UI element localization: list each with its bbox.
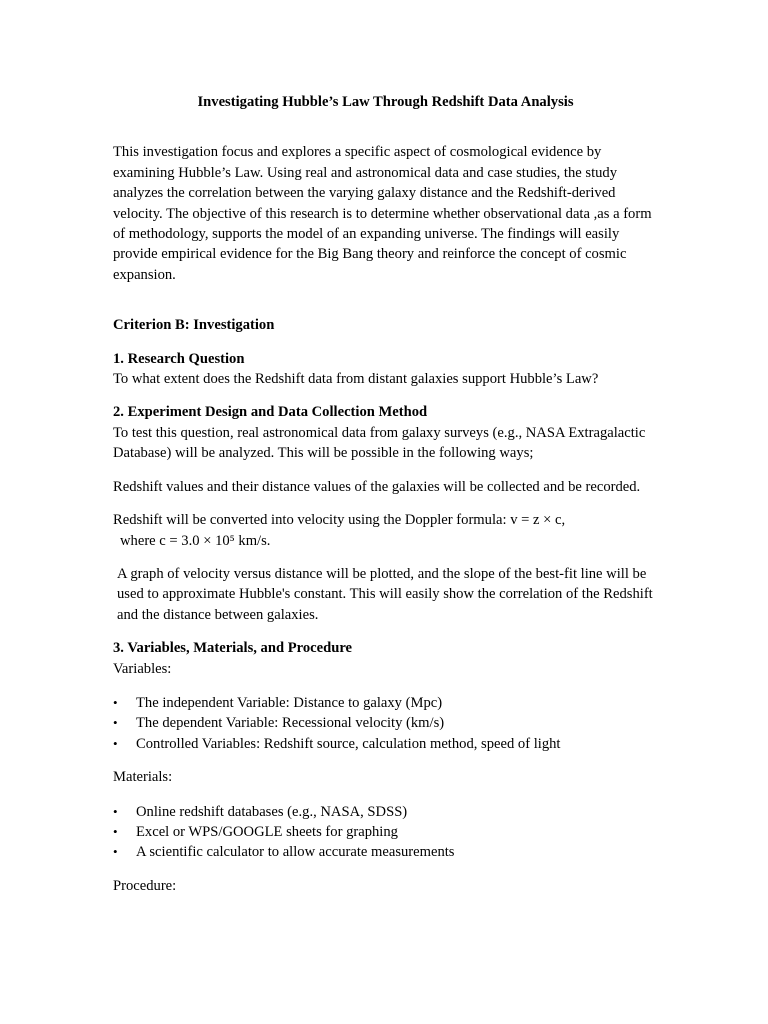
material-item-databases: Online redshift databases (e.g., NASA, SDSS)	[136, 803, 408, 820]
research-question-heading: 1. Research Question	[113, 350, 245, 367]
bullet-icon: •	[113, 844, 118, 860]
material-item-calculator: A scientific calculator to allow accurate measurements	[136, 844, 455, 861]
bullet-icon: •	[113, 803, 118, 819]
bullet-icon: •	[113, 823, 118, 839]
list-item	[113, 842, 658, 862]
materials-list	[113, 802, 658, 863]
materials-label: Materials:	[113, 769, 173, 786]
experiment-design-heading: 2. Experiment Design and Data Collection Method	[113, 404, 428, 421]
variable-item-dependent: The dependent Variable: Recessional velocity (km/s)	[136, 715, 445, 732]
bullet-icon: •	[113, 694, 118, 710]
procedure-label: Procedure:	[113, 877, 177, 894]
graph-paragraph: A graph of velocity versus distance will be plotted, and the slope of the best-fit line will be used to approximate Hubble's constant. This will easily show the correlation of the Redshift and the distance between galaxies.	[117, 565, 653, 623]
criterion-heading: Criterion B: Investigation	[113, 317, 275, 334]
list-item	[113, 693, 658, 713]
variables-list	[113, 693, 658, 754]
experiment-design-section	[113, 402, 658, 463]
document-title: Investigating Hubble’s Law Through Redshift Data Analysis	[197, 94, 574, 110]
doppler-formula-paragraph	[113, 510, 658, 551]
variables-section	[113, 638, 658, 896]
experiment-design-text: To test this question, real astronomical data from galaxy surveys (e.g., NASA Extragalactic Database) will be analyzed. This will be possible in the following ways;	[113, 424, 646, 462]
variable-item-controlled: Controlled Variables: Redshift source, calculation method, speed of light	[136, 735, 561, 752]
variable-item-independent: The independent Variable: Distance to galaxy (Mpc)	[136, 694, 443, 711]
variables-label: Variables:	[113, 660, 172, 677]
bullet-icon: •	[113, 735, 118, 751]
list-item	[113, 713, 658, 733]
research-question-text: To what extent does the Redshift data from distant galaxies support Hubble’s Law?	[113, 371, 599, 388]
speed-of-light-line: where c = 3.0 × 10⁵ km/s.	[120, 532, 271, 549]
document-page	[113, 92, 658, 896]
list-item	[113, 734, 658, 754]
list-item	[113, 802, 658, 822]
research-question-section	[113, 349, 658, 390]
list-item	[113, 822, 658, 842]
variables-materials-heading: 3. Variables, Materials, and Procedure	[113, 640, 353, 657]
intro-paragraph: This investigation focus and explores a specific aspect of cosmological evidence by examining Hubble’s Law. Using real and astronomical data and case studies, the study analyzes the correlation between the varying galaxy distance and the Redshift-derived velocity. The objective of this research is to determine whether observational data ,as a form of methodology, supports the model of an expanding universe. The findings will easily provide empirical evidence for the Big Bang theory and reinforce the concept of cosmic expansion.	[113, 144, 652, 283]
doppler-formula-line: Redshift will be converted into velocity using the Doppler formula: v = z × c,	[113, 512, 566, 529]
bullet-icon: •	[113, 715, 118, 731]
redshift-collection-paragraph: Redshift values and their distance values of the galaxies will be collected and be recorded.	[113, 478, 641, 495]
material-item-spreadsheets: Excel or WPS/GOOGLE sheets for graphing	[136, 823, 398, 840]
